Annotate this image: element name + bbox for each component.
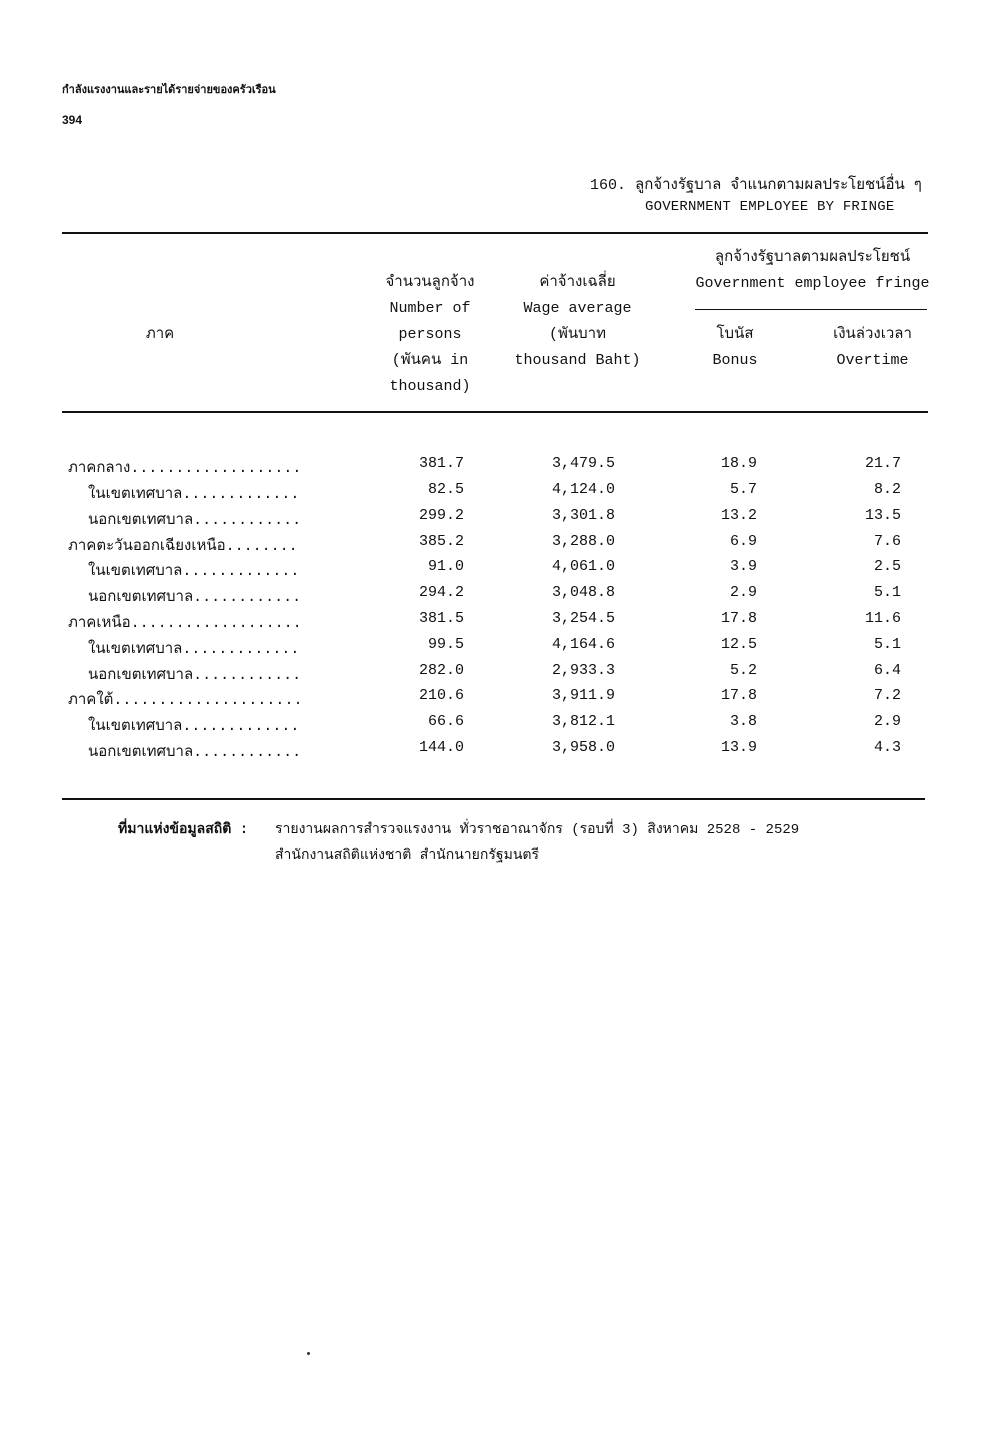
cell-wage: 3,048.8 — [551, 584, 615, 601]
table-top-rule — [62, 232, 928, 234]
cell-wage: 3,254.5 — [551, 610, 615, 627]
cell-wage: 3,301.8 — [551, 507, 615, 524]
cell-overtime: 2.9 — [873, 713, 901, 730]
row-label: ภาคเหนือ................... — [68, 615, 302, 632]
cell-persons: 99.5 — [427, 636, 464, 653]
column-header-fringe-group — [690, 245, 935, 297]
cell-wage: 4,061.0 — [551, 558, 615, 575]
persons-header-line-4: (พันคน in — [391, 352, 469, 369]
header-bottom-rule — [62, 411, 928, 413]
cell-persons: 294.2 — [418, 584, 464, 601]
cell-overtime: 7.6 — [873, 533, 901, 550]
cell-bonus: 12.5 — [720, 636, 757, 653]
cell-persons: 210.6 — [418, 687, 464, 704]
cell-bonus: 17.8 — [720, 610, 757, 627]
cell-wage: 3,958.0 — [551, 739, 615, 756]
column-header-persons — [360, 270, 500, 400]
page-number: 394 — [62, 113, 83, 127]
source-label: ที่มาแห่งข้อมูลสถิติ : — [118, 822, 249, 838]
cell-overtime: 13.5 — [864, 507, 901, 524]
row-label: ภาคกลาง................... — [68, 460, 302, 477]
row-label: นอกเขตเทศบาล............ — [88, 744, 302, 761]
bonus-header-line-1: โบนัส — [716, 326, 754, 343]
cell-overtime: 5.1 — [873, 584, 901, 601]
row-label: ภาคตะวันออกเฉียงเหนือ........ — [68, 538, 298, 555]
wage-header-line-4: thousand Baht) — [514, 352, 641, 369]
row-label: ในเขตเทศบาล............. — [88, 718, 300, 735]
cell-overtime: 6.4 — [873, 662, 901, 679]
column-header-overtime — [820, 322, 925, 374]
running-header: กำลังแรงงานและรายได้รายจ่ายของครัวเรือน — [62, 84, 276, 96]
column-header-bonus — [690, 322, 780, 374]
row-label: ในเขตเทศบาล............. — [88, 641, 300, 658]
cell-overtime: 2.5 — [873, 558, 901, 575]
cell-wage: 4,164.6 — [551, 636, 615, 653]
source-line-2: สำนักงานสถิติแห่งชาติ สำนักนายกรัฐมนตรี — [275, 848, 539, 864]
fringe-group-rule — [695, 309, 927, 310]
cell-overtime: 21.7 — [864, 455, 901, 472]
stray-dot-mark — [307, 1352, 310, 1355]
wage-header-line-1: ค่าจ้างเฉลี่ย — [539, 274, 616, 291]
column-header-wage — [505, 270, 650, 374]
cell-bonus: 13.9 — [720, 739, 757, 756]
cell-wage: 3,812.1 — [551, 713, 615, 730]
cell-persons: 381.7 — [418, 455, 464, 472]
table-bottom-rule — [62, 798, 925, 800]
cell-persons: 282.0 — [418, 662, 464, 679]
cell-overtime: 11.6 — [864, 610, 901, 627]
cell-bonus: 17.8 — [720, 687, 757, 704]
persons-header-line-2: Number of — [389, 300, 471, 317]
cell-persons: 82.5 — [427, 481, 464, 498]
row-label: ภาคใต้..................... — [68, 692, 303, 709]
cell-bonus: 6.9 — [729, 533, 757, 550]
cell-bonus: 2.9 — [729, 584, 757, 601]
cell-wage: 2,933.3 — [551, 662, 615, 679]
row-label: นอกเขตเทศบาล............ — [88, 589, 302, 606]
cell-bonus: 18.9 — [720, 455, 757, 472]
table-title-english: GOVERNMENT EMPLOYEE BY FRINGE — [645, 199, 895, 215]
cell-wage: 3,479.5 — [551, 455, 615, 472]
source-line-1: รายงานผลการสำรวจแรงงาน ทั่วราชอาณาจักร (รอบที่ 3) สิงหาคม 2528 - 2529 — [275, 822, 800, 838]
cell-bonus: 13.2 — [720, 507, 757, 524]
row-label: นอกเขตเทศบาล............ — [88, 667, 302, 684]
wage-header-line-3: (พันบาท — [549, 326, 606, 343]
cell-bonus: 5.2 — [729, 662, 757, 679]
cell-wage: 4,124.0 — [551, 481, 615, 498]
cell-persons: 144.0 — [418, 739, 464, 756]
row-label: นอกเขตเทศบาล............ — [88, 512, 302, 529]
cell-persons: 91.0 — [427, 558, 464, 575]
persons-header-line-5: thousand) — [389, 378, 471, 395]
row-label: ในเขตเทศบาล............. — [88, 563, 300, 580]
overtime-header-line-2: Overtime — [836, 352, 909, 369]
cell-overtime: 4.3 — [873, 739, 901, 756]
cell-wage: 3,288.0 — [551, 533, 615, 550]
cell-persons: 381.5 — [418, 610, 464, 627]
column-header-region — [120, 322, 200, 348]
region-header-text: ภาค — [145, 326, 175, 343]
cell-persons: 299.2 — [418, 507, 464, 524]
cell-bonus: 3.9 — [729, 558, 757, 575]
fringe-header-line-2: Government employee fringe — [695, 275, 930, 292]
cell-bonus: 5.7 — [729, 481, 757, 498]
persons-header-line-3: persons — [398, 326, 462, 343]
cell-persons: 66.6 — [427, 713, 464, 730]
cell-persons: 385.2 — [418, 533, 464, 550]
wage-header-line-2: Wage average — [523, 300, 632, 317]
cell-overtime: 5.1 — [873, 636, 901, 653]
cell-overtime: 7.2 — [873, 687, 901, 704]
table-title-thai: 160. ลูกจ้างรัฐบาล จำแนกตามผลประโยชน์อื่น ๆ — [590, 177, 922, 194]
row-label: ในเขตเทศบาล............. — [88, 486, 300, 503]
bonus-header-line-2: Bonus — [712, 352, 758, 369]
persons-header-line-1: จำนวนลูกจ้าง — [385, 274, 475, 291]
cell-wage: 3,911.9 — [551, 687, 615, 704]
cell-overtime: 8.2 — [873, 481, 901, 498]
fringe-header-line-1: ลูกจ้างรัฐบาลตามผลประโยชน์ — [714, 249, 911, 266]
overtime-header-line-1: เงินล่วงเวลา — [833, 326, 912, 343]
cell-bonus: 3.8 — [729, 713, 757, 730]
